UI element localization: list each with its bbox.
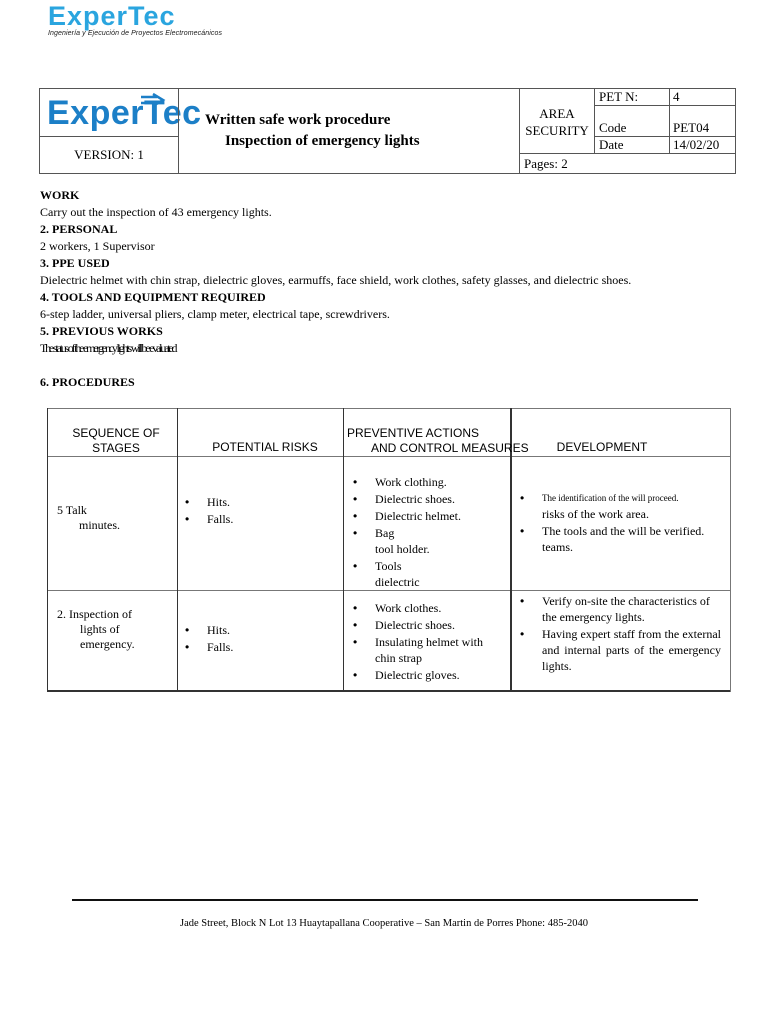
- date-value: 14/02/20: [673, 137, 720, 152]
- row2-stage-line1: 2. Inspection of: [57, 607, 132, 621]
- footer-divider: [72, 899, 698, 901]
- pet-value: 4: [673, 89, 680, 104]
- preventive-item: • Dielectric helmet.: [349, 508, 509, 524]
- row2-preventive: [349, 600, 499, 684]
- company-logo: [48, 1, 223, 37]
- dev1-line1: • The identification of the will proceed.: [542, 493, 679, 503]
- preventive-item: • Insulating helmet with chin strap: [349, 634, 499, 666]
- area-line1: AREA: [539, 106, 575, 121]
- doc-title-line2: Inspection of emergency lights: [225, 133, 420, 149]
- row1-stage-line1: 5 Talk: [57, 503, 87, 517]
- row1-stage-line2: minutes.: [79, 518, 120, 532]
- header-preventive-line2: AND CONTROL MEASURES: [371, 441, 529, 455]
- row1-stage: [57, 503, 120, 533]
- preventive-item: • Tools dielectric: [349, 558, 509, 590]
- company-tagline: Ingeniería y Ejecución de Proyectos Electromecánicos: [48, 30, 223, 37]
- pages-label: Pages: 2: [524, 156, 568, 171]
- procedures-heading: 6. PROCEDURES: [40, 375, 135, 389]
- row2-stage-line2: lights of: [80, 622, 120, 636]
- header-logo-text: ExperTec: [47, 94, 202, 132]
- document-header-table: [39, 88, 736, 174]
- header-stages-line2: STAGES: [92, 441, 140, 455]
- row2-stage: [57, 607, 135, 652]
- area-line2: SECURITY: [525, 123, 589, 138]
- arrow-icon: [139, 92, 167, 108]
- dev2-line2: teams.: [542, 540, 573, 554]
- ppe-text: Dielectric helmet with chin strap, dielectric gloves, earmuffs, face shield, work clothes, safety glasses, and dielectric shoes.: [40, 273, 632, 287]
- procedure-sections: [40, 187, 631, 391]
- footer-address: Jade Street, Block N Lot 13 Huaytapallana Cooperative – San Martin de Porres Phone: 485-2040: [180, 918, 588, 929]
- tools-heading: 4. TOOLS AND EQUIPMENT REQUIRED: [40, 290, 266, 304]
- doc-title-line1: Written safe work procedure: [205, 112, 391, 128]
- dev2-line1: • The tools and the will be verified.: [542, 524, 705, 538]
- preventive-item: • Work clothing.: [349, 474, 509, 490]
- preventive-item: • Dielectric gloves.: [349, 667, 499, 683]
- header-preventive-line1: PREVENTIVE ACTIONS: [346, 426, 480, 440]
- development-item: • Having expert staff from the external and internal parts of the emergency lights.: [516, 626, 721, 674]
- preventive-item: • Work clothes.: [349, 600, 499, 616]
- previous-heading: 5. PREVIOUS WORKS: [40, 324, 163, 338]
- code-label: Code: [599, 120, 627, 135]
- code-value: PET04: [673, 120, 710, 135]
- pet-label: PET N:: [599, 89, 639, 104]
- row1-risks: [181, 494, 341, 528]
- row2-risks: [181, 622, 341, 656]
- header-risks: POTENTIAL RISKS: [212, 440, 318, 454]
- date-label: Date: [599, 137, 624, 152]
- ppe-heading: 3. PPE USED: [40, 256, 110, 270]
- header-development: DEVELOPMENT: [556, 440, 648, 454]
- risk-item: • Hits.: [181, 494, 341, 510]
- header-stages-line1: SEQUENCE OF: [72, 426, 160, 440]
- company-logo-text: ExperTec: [48, 1, 176, 31]
- version-label: VERSION: 1: [74, 147, 144, 162]
- personal-text: 2 workers, 1 Supervisor: [40, 239, 155, 253]
- row1-preventive: [349, 474, 509, 591]
- work-text: Carry out the inspection of 43 emergency lights.: [40, 205, 272, 219]
- development-item: [516, 523, 728, 555]
- dev1-line2: risks of the work area.: [542, 507, 649, 521]
- risk-item: • Hits.: [181, 622, 341, 638]
- procedures-table: [47, 408, 731, 692]
- work-heading: WORK: [40, 188, 80, 202]
- divider: [39, 136, 179, 137]
- row1-development: [516, 490, 728, 556]
- preventive-item: • Bag tool holder.: [349, 525, 509, 557]
- development-item: • Verify on-site the characteristics of the emergency lights.: [516, 593, 721, 625]
- tools-text: 6-step ladder, universal pliers, clamp meter, electrical tape, screwdrivers.: [40, 307, 390, 321]
- area-label: [519, 105, 595, 139]
- header-stages: [47, 426, 185, 456]
- preventive-item: • Dielectric shoes.: [349, 491, 509, 507]
- previous-text: The status of the emergency lights will be evaluated: [40, 341, 176, 355]
- row2-development: [516, 593, 721, 675]
- row2-stage-line3: emergency.: [80, 637, 135, 651]
- title-cell: [178, 88, 520, 174]
- risk-item: • Falls.: [181, 511, 341, 527]
- preventive-item: • Dielectric shoes.: [349, 617, 499, 633]
- risk-item: • Falls.: [181, 639, 341, 655]
- personal-heading: 2. PERSONAL: [40, 222, 118, 236]
- development-item: [516, 490, 728, 522]
